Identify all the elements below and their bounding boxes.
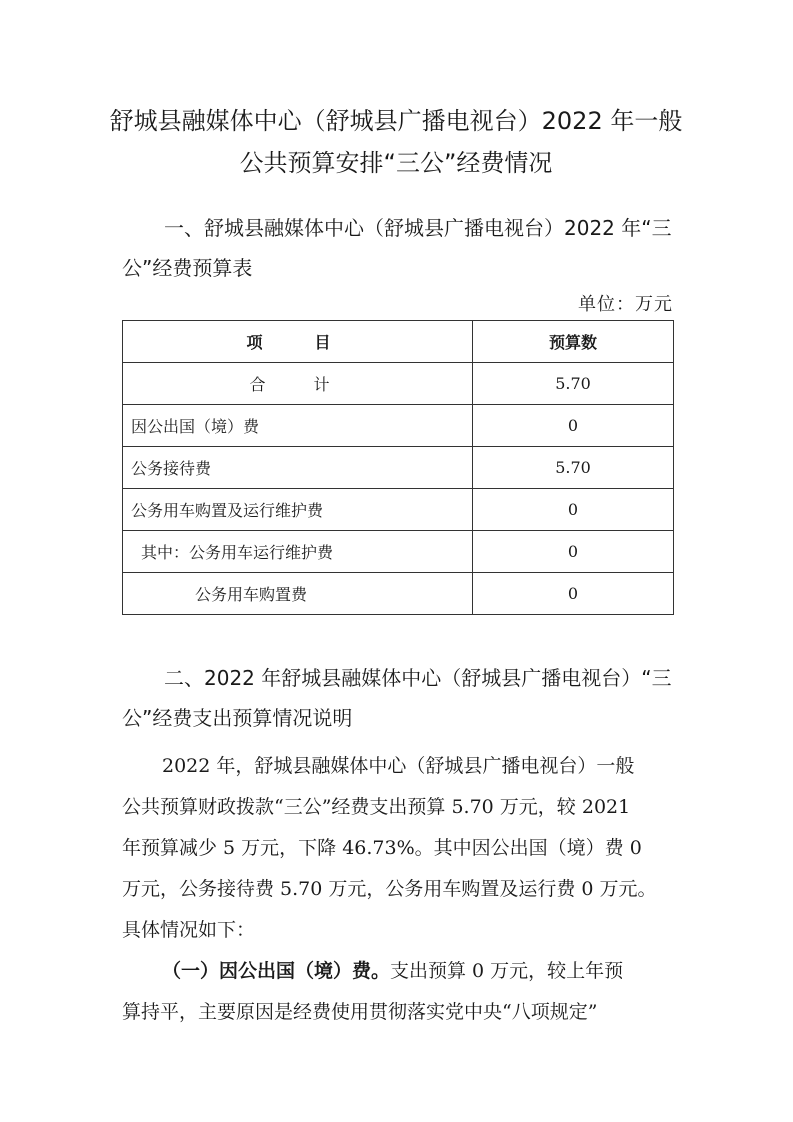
paragraph-1-line-1: 2022 年，舒城县融媒体中心（舒城县广播电视台）一般 (162, 755, 635, 777)
paragraph-2-line-2: 算持平，主要原因是经费使用贯彻落实党中央“八项规定” (122, 1001, 598, 1023)
row-label: 因公出国（境）费 (123, 405, 473, 447)
section-2-heading (122, 658, 674, 738)
table-header-row (123, 321, 674, 363)
row-value: 0 (473, 489, 674, 531)
document-title (96, 100, 696, 184)
table-row (123, 405, 674, 447)
row-value: 5.70 (473, 447, 674, 489)
header-budget: 预算数 (473, 321, 674, 363)
title-line-1: 舒城县融媒体中心（舒城县广播电视台）2022 年一般 (109, 107, 683, 135)
paragraph-1-line-3: 年预算减少 5 万元，下降 46.73%。其中因公出国（境）费 0 (122, 837, 642, 859)
paragraph-2-line-1 (122, 951, 674, 992)
row-label: 其中：公务用车运行维护费 (123, 531, 473, 573)
title-line-2: 公共预算安排“三公”经费情况 (239, 149, 553, 177)
row-value: 5.70 (473, 363, 674, 405)
row-label: 公务用车购置费 (123, 573, 473, 615)
paragraph-1-line-4: 万元，公务接待费 5.70 万元，公务用车购置及运行费 0 万元。 (122, 878, 657, 900)
paragraph-2-line-1-rest: 支出预算 0 万元，较上年预 (390, 960, 624, 982)
section-2-heading-line-2: 公”经费支出预算情况说明 (122, 706, 353, 730)
unit-label: 单位：万元 (578, 294, 673, 315)
paragraph-1 (122, 746, 674, 951)
budget-table (122, 320, 674, 615)
table-row (123, 573, 674, 615)
paragraph-2-lead: （一）因公出国（境）费。 (162, 960, 391, 982)
section-1-heading-line-2: 公”经费预算表 (122, 256, 253, 280)
row-label: 公务接待费 (123, 447, 473, 489)
section-1-heading-line-1: 一、舒城县融媒体中心（舒城县广播电视台）2022 年“三 (164, 216, 672, 240)
row-value: 0 (473, 405, 674, 447)
table-row (123, 489, 674, 531)
row-value: 0 (473, 573, 674, 615)
section-2-heading-line-1: 二、2022 年舒城县融媒体中心（舒城县广播电视台）“三 (164, 666, 672, 690)
row-label: 公务用车购置及运行维护费 (123, 489, 473, 531)
row-label-total: 合 计 (123, 363, 473, 405)
table-row (123, 447, 674, 489)
row-value: 0 (473, 531, 674, 573)
paragraph-1-line-5: 具体情况如下： (122, 919, 256, 941)
table-row (123, 531, 674, 573)
paragraph-2 (122, 951, 674, 1033)
paragraph-1-line-2: 公共预算财政拨款“三公”经费支出预算 5.70 万元，较 2021 (122, 796, 631, 818)
header-item: 项 目 (123, 321, 473, 363)
table-row (123, 363, 674, 405)
section-1-heading (122, 208, 674, 288)
